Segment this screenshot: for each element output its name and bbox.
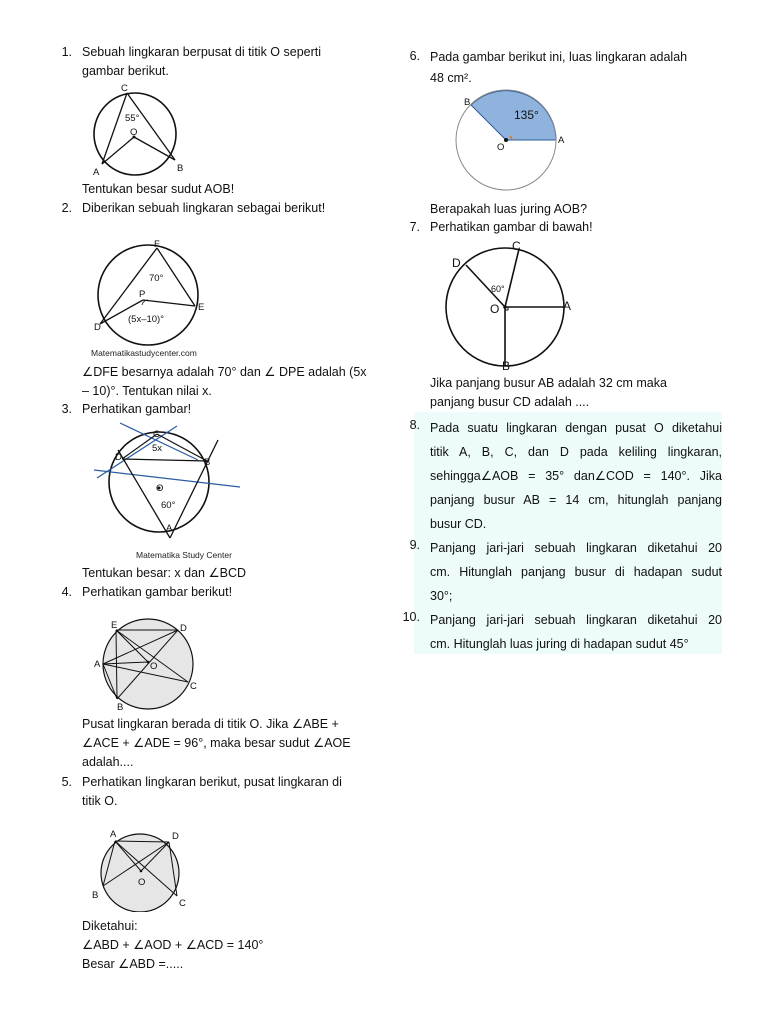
point-label-d: D xyxy=(180,623,187,634)
question-text: ∠DFE besarnya adalah 70° dan ∠ DPE adalah (5x xyxy=(82,365,367,379)
question-10 xyxy=(398,608,722,656)
question-text: Perhatikan gambar berikut! xyxy=(82,585,233,599)
point-label-o: O xyxy=(150,661,158,672)
question-number: 9. xyxy=(409,538,420,552)
point-label-a: A xyxy=(94,659,101,670)
question-1 xyxy=(50,43,380,81)
circle-diagram-7 xyxy=(442,237,582,373)
point-label-a: A xyxy=(563,299,572,313)
question-4-prompt xyxy=(50,715,380,772)
question-text: Pada gambar berikut ini, luas lingkaran adalah xyxy=(430,50,688,64)
point-label-c: C xyxy=(190,681,197,692)
question-text: Diketahui: xyxy=(82,919,138,933)
angle-label: 5x xyxy=(152,443,163,454)
point-label-o: O xyxy=(156,483,164,494)
question-text: adalah.... xyxy=(82,755,134,769)
point-label-f: F xyxy=(154,239,160,250)
question-text: Diberikan sebuah lingkaran sebagai berikut! xyxy=(82,201,326,215)
point-label-c: C xyxy=(512,239,521,253)
question-text: – 10)°. Tentukan nilai x. xyxy=(82,384,212,398)
question-number: 7. xyxy=(409,220,420,234)
question-number: 4. xyxy=(61,585,72,599)
point-label-c: C xyxy=(179,898,186,909)
point-label-c: C xyxy=(121,83,128,94)
question-text: 30°; xyxy=(430,589,453,603)
figure-6 xyxy=(452,88,576,194)
question-text: Besar ∠ABD =..... xyxy=(82,957,184,971)
point-label-c: C xyxy=(153,429,160,440)
point-label-o: O xyxy=(138,877,146,888)
point-label-e: E xyxy=(111,620,118,631)
circle-diagram-6 xyxy=(452,88,576,194)
circle-diagram-5 xyxy=(90,828,194,912)
question-text: panjang busur CD adalah .... xyxy=(430,395,590,409)
point-label-e: E xyxy=(198,302,205,313)
question-number: 3. xyxy=(61,402,72,416)
question-text: Perhatikan lingkaran berikut, pusat lingkaran di xyxy=(82,775,342,789)
question-text: Pada suatu lingkaran dengan pusat O diketahui xyxy=(430,421,722,435)
point-label-o: O xyxy=(497,142,505,153)
point-label-d: D xyxy=(115,452,122,463)
question-text: ∠ABD + ∠AOD + ∠ACD = 140° xyxy=(82,938,264,952)
question-text: gambar berikut. xyxy=(82,64,169,78)
circle-diagram-4 xyxy=(92,618,204,714)
figure-4 xyxy=(92,618,204,714)
figure-source: Matematika Study Center xyxy=(136,550,232,560)
angle-label: 60° xyxy=(161,500,176,511)
point-label-a: A xyxy=(166,523,173,534)
angle-label: 135° xyxy=(514,108,539,122)
question-text: 48 cm². xyxy=(430,71,472,85)
figure-1 xyxy=(88,82,198,182)
point-label-b: B xyxy=(117,702,124,713)
point-label-b: B xyxy=(502,359,511,373)
question-text: Pusat lingkaran berada di titik O. Jika ∠ABE + xyxy=(82,717,339,731)
angle-label: 70° xyxy=(149,273,164,284)
question-text: titik A, B, C, dan D pada keliling lingkaran, xyxy=(430,445,722,459)
question-number: 10. xyxy=(402,610,420,624)
angle-label: 60° xyxy=(491,284,505,294)
circle-diagram-3 xyxy=(90,420,246,562)
question-7-prompt xyxy=(398,374,728,412)
question-1-prompt xyxy=(50,180,380,199)
point-label-d: D xyxy=(94,322,101,333)
question-text: ∠ACE + ∠ADE = 96°, maka besar sudut ∠AOE xyxy=(82,736,351,750)
point-label-p: P xyxy=(139,289,146,300)
point-label-b: B xyxy=(204,457,211,468)
point-label-b: B xyxy=(92,890,99,901)
figure-3 xyxy=(90,420,246,562)
question-3 xyxy=(50,400,380,419)
question-7 xyxy=(398,218,728,237)
question-text: cm. Hitunglah panjang busur di hadapan sudut xyxy=(430,565,722,579)
question-2-prompt xyxy=(50,363,380,401)
question-text: Perhatikan gambar! xyxy=(82,402,192,416)
figure-7 xyxy=(442,237,582,373)
circle-diagram-1 xyxy=(88,82,198,182)
point-label-d: D xyxy=(452,256,461,270)
question-2 xyxy=(50,199,380,218)
figure-source: Matematikastudycenter.com xyxy=(91,348,197,358)
question-text: Tentukan besar sudut AOB! xyxy=(82,182,235,196)
point-label-o: O xyxy=(490,302,500,316)
question-number: 8. xyxy=(409,418,420,432)
question-5 xyxy=(50,773,380,811)
question-3-prompt xyxy=(50,564,380,583)
figure-5 xyxy=(90,828,194,912)
question-8 xyxy=(398,416,722,536)
point-label-b: B xyxy=(464,97,471,108)
question-text: Panjang jari-jari sebuah lingkaran diketahui 20 xyxy=(430,613,722,627)
circle-diagram-2 xyxy=(88,238,218,362)
question-text: Panjang jari-jari sebuah lingkaran diketahui 20 xyxy=(430,541,722,555)
question-4 xyxy=(50,583,380,602)
point-label-a: A xyxy=(558,135,565,146)
question-number: 1. xyxy=(61,45,72,59)
point-label-d: D xyxy=(172,831,179,842)
angle-label: (5x–10)° xyxy=(128,314,165,325)
point-label-o: O xyxy=(130,127,138,138)
question-text: sehingga∠AOB = 35° dan∠COD = 140°. Jika xyxy=(430,469,722,483)
question-text: Berapakah luas juring AOB? xyxy=(430,202,588,216)
question-number: 2. xyxy=(61,201,72,215)
question-5-prompt xyxy=(50,917,380,974)
question-text: panjang busur AB = 14 cm, hitunglah panjang xyxy=(430,493,722,507)
figure-2 xyxy=(88,238,218,362)
question-text: cm. Hitunglah luas juring di hadapan sudut 45° xyxy=(430,637,689,651)
question-text: Sebuah lingkaran berpusat di titik O seperti xyxy=(82,45,322,59)
question-text: Jika panjang busur AB adalah 32 cm maka xyxy=(430,376,667,390)
question-number: 5. xyxy=(61,775,72,789)
point-label-b: B xyxy=(177,163,184,174)
question-6-prompt xyxy=(398,200,728,219)
question-number: 6. xyxy=(409,49,420,63)
question-9 xyxy=(398,536,722,608)
question-6 xyxy=(398,47,728,89)
question-text: Perhatikan gambar di bawah! xyxy=(430,220,593,234)
question-text: titik O. xyxy=(82,794,118,808)
point-label-a: A xyxy=(93,167,100,178)
question-text: Tentukan besar: x dan ∠BCD xyxy=(82,566,247,580)
question-text: busur CD. xyxy=(430,517,487,531)
angle-label: 55° xyxy=(125,113,140,124)
point-label-a: A xyxy=(110,829,117,840)
